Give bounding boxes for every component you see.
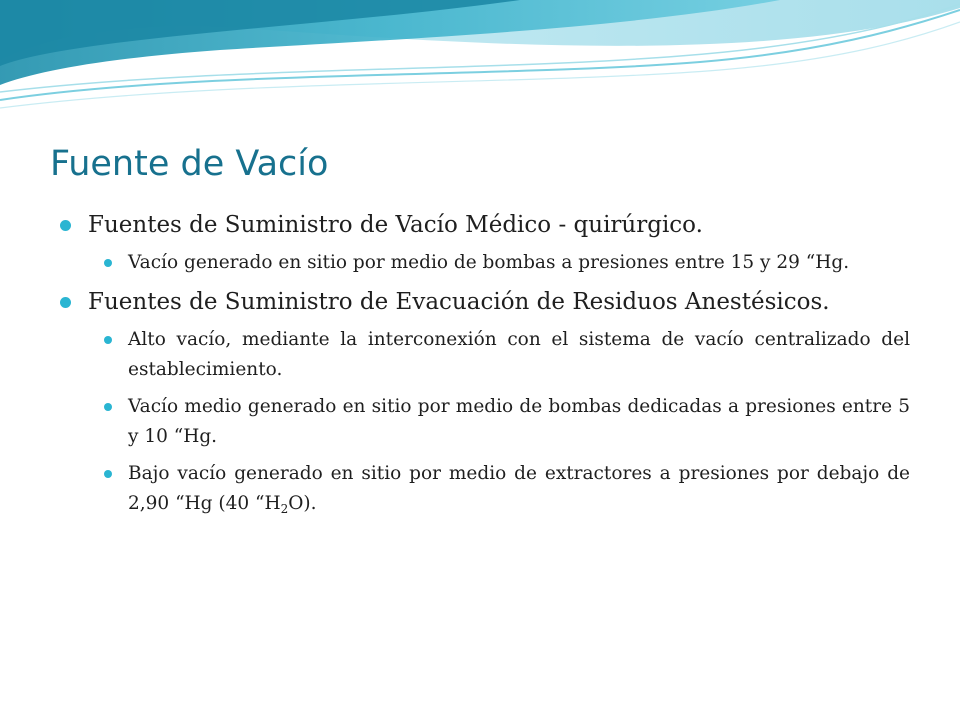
bullet-icon <box>60 220 71 231</box>
sub-bullet-text: Bajo vacío generado en sitio por medio de extractores a presiones por debajo de 2,90 “Hg (40 “$H_2O$). <box>128 463 910 516</box>
bullet-icon <box>104 259 112 267</box>
bullet-item-vacuum-sources <box>60 208 910 242</box>
bullet-text: Fuentes de Suministro de Evacuación de Residuos Anestésicos. <box>88 289 830 315</box>
sub-bullet-item <box>60 459 910 519</box>
sub-bullet-text: Vacío generado en sitio por medio de bombas a presiones entre 15 y 29 “Hg. <box>128 252 850 273</box>
slide-title: Fuente de Vacío <box>50 144 329 184</box>
sub-bullet-text: Alto vacío, mediante la interconexión con el sistema de vacío centralizado del establecimiento. <box>128 329 910 380</box>
sub-bullet-text: Vacío medio generado en sitio por medio de bombas dedicadas a presiones entre 5 y 10 “Hg. <box>128 396 910 447</box>
bullet-icon <box>60 297 71 308</box>
header-wave-decoration <box>0 0 960 130</box>
subscript: 2 <box>280 502 289 516</box>
sub-bullet-item <box>60 248 910 278</box>
bullet-list <box>60 208 910 526</box>
bullet-icon <box>104 403 112 411</box>
bullet-icon <box>104 336 112 344</box>
bullet-icon <box>104 470 112 478</box>
bullet-item-anesthetic-evacuation <box>60 285 910 319</box>
sub-bullet-item <box>60 392 910 452</box>
bullet-text: Fuentes de Suministro de Vacío Médico - quirúrgico. <box>88 212 703 238</box>
sub-bullet-item <box>60 325 910 385</box>
